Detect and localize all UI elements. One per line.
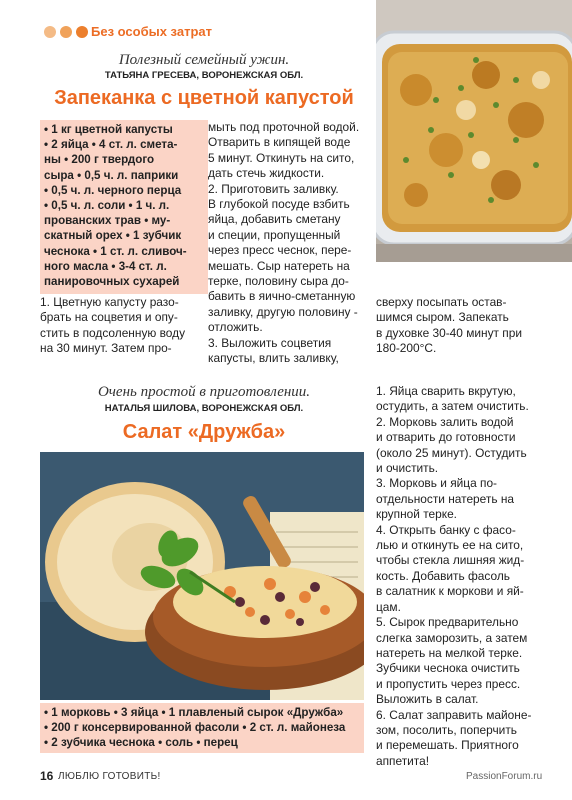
ingredient-line: панировочных сухарей <box>44 275 180 289</box>
ingredient-line: скатный орех • 1 зубчик <box>44 229 182 243</box>
text-line: в салатник к моркови и яй- <box>376 584 524 599</box>
text-line: заливку, другую половину - <box>208 304 358 319</box>
text-line: 2. Приготовить заливку. <box>208 181 339 196</box>
section-dots <box>44 26 88 38</box>
ingredient-line: чеснока • 1 ст. л. сливоч- <box>44 244 187 258</box>
magazine-name: ЛЮБЛЮ ГОТОВИТЬ! <box>58 771 161 782</box>
recipe2-title: Салат «Дружба» <box>122 421 286 443</box>
recipe2-subtitle: Очень простой в приготовлении. <box>97 384 311 400</box>
text-line: чтобы стекла лишняя жид- <box>376 553 525 568</box>
recipe1-subtitle: Полезный семейный ужин. <box>118 52 290 68</box>
page-number: 16 <box>40 769 54 783</box>
ingredient-line: • 2 зубчика чеснока • соль • перец <box>44 736 238 750</box>
text-line: Выложить в салат. <box>376 692 479 707</box>
recipe1-title: Запеканка с цветной капустой <box>54 87 354 109</box>
salad-photo <box>40 452 364 700</box>
text-line: остудить, а затем очистить. <box>376 399 529 414</box>
text-line: В глубокой посуде взбить <box>208 197 350 212</box>
ingredient-line: сыра • 0,5 ч. л. паприки <box>44 168 179 182</box>
text-line: 1. Цветную капусту разо- <box>40 295 179 309</box>
casserole-photo <box>376 0 572 262</box>
text-line: сверху посыпать остав- <box>376 295 507 309</box>
recipe1-ingredients <box>40 120 208 294</box>
text-line: бавить в яично-сметанную <box>208 289 356 304</box>
text-line: и очистить. <box>376 461 439 476</box>
dot-icon <box>60 26 72 38</box>
text-line: яйца, добавить сметану <box>208 212 341 227</box>
ingredient-line: • 1 морковь • 3 яйца • 1 плавленый сырок «Дружба» <box>44 706 344 719</box>
text-line: и специи, пропущенный <box>208 227 341 242</box>
text-line: стить в подсоленную воду <box>40 325 186 340</box>
text-line: через пресс чеснок, пере- <box>208 243 352 258</box>
recipe2-steps <box>376 384 536 769</box>
ingredient-line: ны • 200 г твердого <box>44 153 155 167</box>
text-line: терке, половину сыра до- <box>208 274 349 289</box>
ingredient-line: • 1 кг цветной капусты <box>44 123 173 136</box>
text-line: мыть под проточной водой. <box>208 120 360 134</box>
text-line: натереть на мелкой терке. <box>376 645 523 660</box>
recipe2-ingredients <box>40 703 364 753</box>
ingredient-line: прованских трав • му- <box>44 214 171 228</box>
dot-icon <box>76 26 88 38</box>
text-line: в духовке 30-40 минут при <box>376 325 522 340</box>
text-line: зом, посолить, поперчить <box>376 722 517 737</box>
text-line: отложить. <box>208 320 263 335</box>
text-line: лью и откинуть ее на сито, <box>376 538 524 553</box>
text-line: капусты, влить заливку, <box>208 351 339 366</box>
text-line: крупной терке. <box>376 507 457 522</box>
text-line: Зубчики чеснока очистить <box>376 661 520 676</box>
text-line: на 30 минут. Затем про- <box>40 341 172 356</box>
ingredient-line: ного масла • 3-4 ст. л. <box>44 259 167 273</box>
text-line: отдельности натереть на <box>376 491 515 506</box>
text-line: 3. Морковь и яйца по- <box>376 476 498 491</box>
ingredient-line: • 0,5 ч. л. соли • 1 ч. л. <box>44 199 170 213</box>
recipe1-steps-col3 <box>376 295 536 357</box>
text-line: 5 минут. Откинуть на сито, <box>208 150 355 165</box>
ingredient-line: • 200 г консервированной фасоли • 2 ст. л. майонеза <box>44 721 346 735</box>
text-line: и отварить до готовности <box>376 430 516 445</box>
text-line: дать стечь жидкости. <box>208 166 325 181</box>
text-line: кость. Добавить фасоль <box>376 568 510 583</box>
text-line: слегка заморозить, а затем <box>376 630 528 645</box>
text-line: 3. Выложить соцветия <box>208 335 332 350</box>
watermark: PassionForum.ru <box>466 771 543 782</box>
text-line: мешать. Сыр натереть на <box>208 258 350 273</box>
text-line: шимся сыром. Запекать <box>376 310 509 325</box>
recipe1-steps-col1 <box>40 295 202 357</box>
ingredient-line: • 0,5 ч. л. черного перца <box>44 183 182 197</box>
recipe1-steps-col2 <box>208 120 372 367</box>
dot-icon <box>44 26 56 38</box>
text-line: аппетита! <box>376 753 430 768</box>
text-line: 5. Сырок предварительно <box>376 615 519 630</box>
text-line: (около 25 минут). Остудить <box>376 445 527 460</box>
text-line: Отварить в кипящей воде <box>208 135 351 150</box>
text-line: 6. Салат заправить майоне- <box>376 707 532 722</box>
recipe1-author: ТАТЬЯНА ГРЕСЕВА, ВОРОНЕЖСКАЯ ОБЛ. <box>104 70 304 81</box>
text-line: 4. Открыть банку с фасо- <box>376 522 516 537</box>
text-line: брать на соцветия и опу- <box>40 310 178 325</box>
text-line: цам. <box>376 599 401 614</box>
text-line: 2. Морковь залить водой <box>376 414 514 429</box>
text-line: 180-200°C. <box>376 341 437 356</box>
text-line: 1. Яйца сварить вкрутую, <box>376 384 516 398</box>
ingredient-line: • 2 яйца • 4 ст. л. смета- <box>44 138 178 152</box>
section-title: Без особых затрат <box>91 24 212 39</box>
text-line: и перемешать. Приятного <box>376 738 519 753</box>
recipe2-author: НАТАЛЬЯ ШИЛОВА, ВОРОНЕЖСКАЯ ОБЛ. <box>104 403 304 414</box>
text-line: и пропустить через пресс. <box>376 676 521 691</box>
